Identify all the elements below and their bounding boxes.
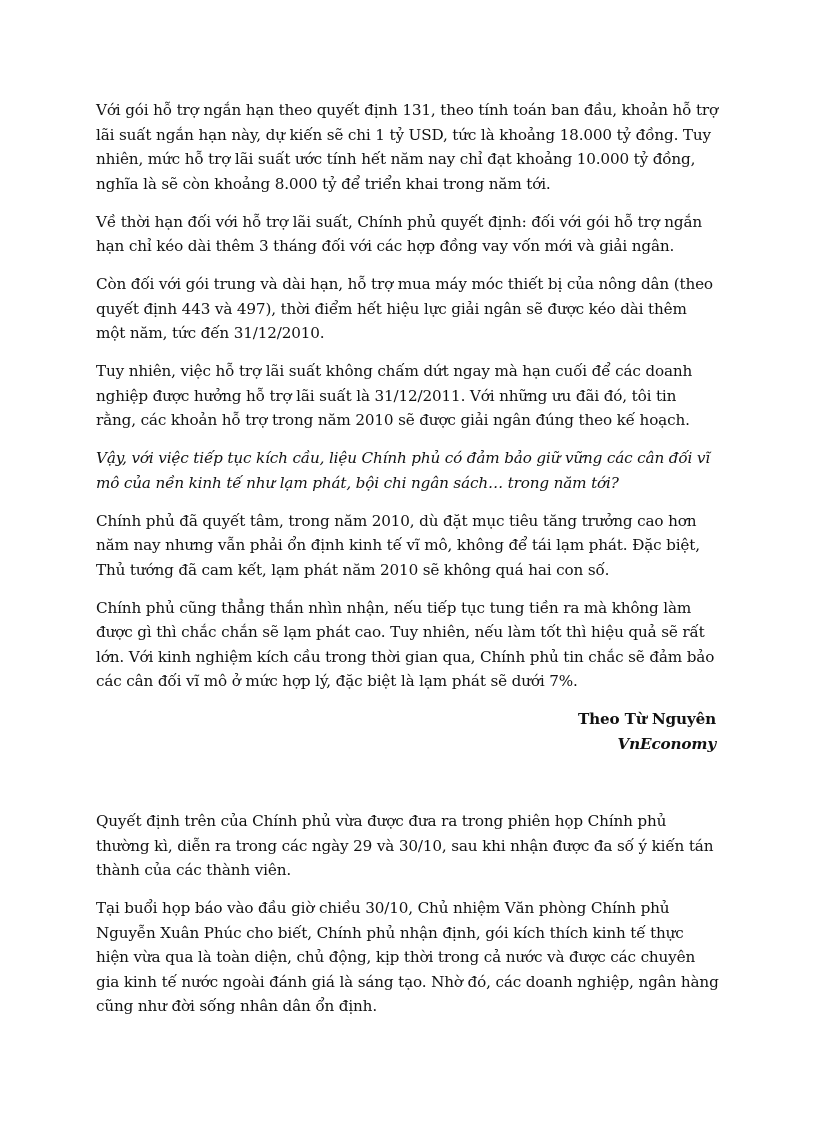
- section-spacer: [96, 756, 720, 809]
- interview-question: Vậy, với việc tiếp tục kích cầu, liệu Chính phủ có đảm bảo giữ vững các cân đối vĩ mô của nền kinh tế như lạm phát, bội chi ngân sách… trong năm tới?: [96, 449, 710, 492]
- paragraph-short-term-support: Với gói hỗ trợ ngắn hạn theo quyết định 131, theo tính toán ban đầu, khoản hỗ trợ lãi suất ngắn hạn này, dự kiến sẽ chi 1 tỷ USD, tức là khoảng 18.000 tỷ đồng. Tuy nhiên, mức hỗ trợ lãi suất ước tính hết năm nay chỉ đạt khoảng 10.000 tỷ đồng, nghĩa là sẽ còn khoảng 8.000 tỷ để triển khai trong năm tới.: [96, 101, 719, 193]
- article-byline: [96, 707, 720, 756]
- paragraph-support-duration: Về thời hạn đối với hỗ trợ lãi suất, Chính phủ quyết định: đối với gói hỗ trợ ngắn hạn chỉ kéo dài thêm 3 tháng đối với các hợp đồng vay vốn mới và giải ngân.: [96, 212, 703, 255]
- paragraph-macro-balance: Chính phủ cũng thẳng thắn nhìn nhận, nếu tiếp tục tung tiền ra mà không làm được gì thì chắc chắn sẽ lạm phát cao. Tuy nhiên, nếu làm tốt thì hiệu quả sẽ rất lớn. Với kinh nghiệm kích cầu trong thời gian qua, Chính phủ tin chắc sẽ đảm bảo các cân đối vĩ mô ở mức hợp lý, đặc biệt là lạm phát sẽ dưới 7%.: [96, 598, 715, 690]
- paragraph-inflation-commitment: Chính phủ đã quyết tâm, trong năm 2010, dù đặt mục tiêu tăng trưởng cao hơn năm nay nhưng vẫn phải ổn định kinh tế vĩ mô, không để tái lạm phát. Đặc biệt, Thủ tướng đã cam kết, lạm phát năm 2010 sẽ không quá hai con số.: [96, 511, 700, 579]
- paragraph-medium-long-term: Còn đối với gói trung và dài hạn, hỗ trợ mua máy móc thiết bị của nông dân (theo quyết định 443 và 497), thời điểm hết hiệu lực giải ngân sẽ được kéo dài thêm một năm, tức đến 31/12/2010.: [96, 275, 713, 342]
- article-body: [96, 98, 720, 1032]
- paragraph-government-meeting: Quyết định trên của Chính phủ vừa được đưa ra trong phiên họp Chính phủ thường kì, diễn ra trong các ngày 29 và 30/10, sau khi nhận được đa số ý kiến tán thành của các thành viên.: [96, 812, 714, 879]
- byline-author: Theo Từ Nguyên: [577, 710, 716, 728]
- byline-source: VnEconomy: [617, 734, 716, 753]
- paragraph-deadline: Tuy nhiên, việc hỗ trợ lãi suất không chấm dứt ngay mà hạn cuối để các doanh nghiệp được hưởng hỗ trợ lãi suất là 31/12/2011. Với những ưu đãi đó, tôi tin rằng, các khoản hỗ trợ trong năm 2010 sẽ được giải ngân đúng theo kế hoạch.: [96, 362, 693, 429]
- paragraph-press-conference: Tại buổi họp báo vào đầu giờ chiều 30/10, Chủ nhiệm Văn phòng Chính phủ Nguyễn Xuân Phúc cho biết, Chính phủ nhận định, gói kích thích kinh tế thực hiện vừa qua là toàn diện, chủ động, kịp thời trong cả nước và được các chuyên gia kinh tế nước ngoài đánh giá là sáng tạo. Nhờ đó, các doanh nghiệp, ngân hàng cũng như đời sống nhân dân ổn định.: [96, 899, 719, 1015]
